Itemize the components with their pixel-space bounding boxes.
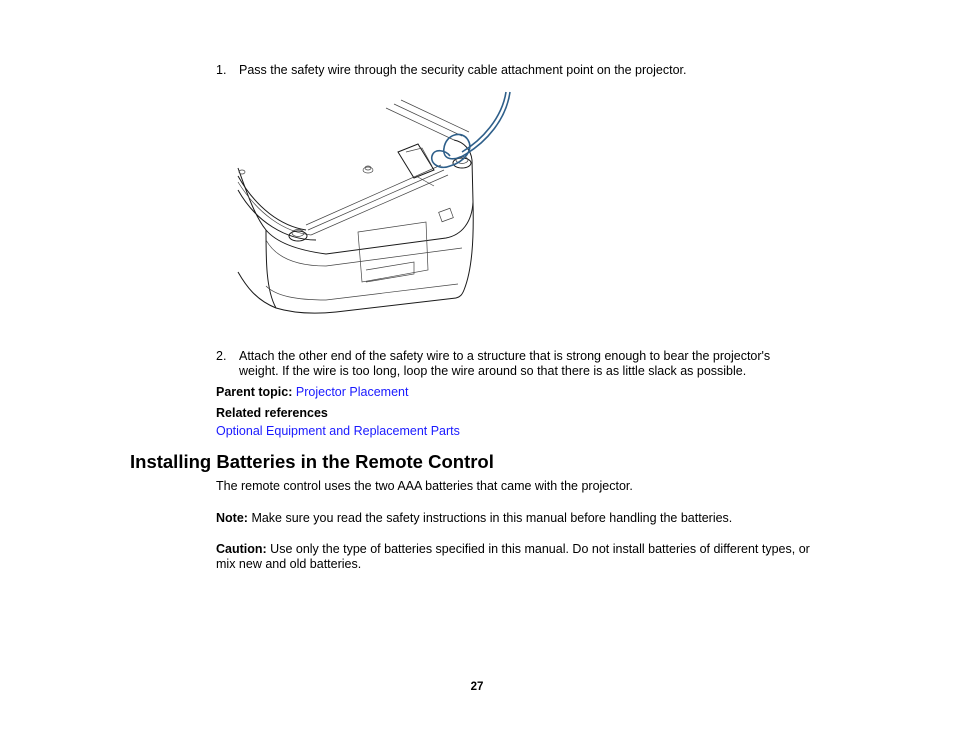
optional-equipment-link[interactable]: Optional Equipment and Replacement Parts (216, 424, 460, 438)
projector-safety-wire-illustration (236, 90, 516, 318)
step-2-text: Attach the other end of the safety wire to a structure that is strong enough to bear the projector's weight. If the wire is too long, loop the wire around so that there is as little slack as possible. (239, 349, 771, 378)
page-number: 27 (470, 681, 484, 693)
section-title: Installing Batteries in the Remote Control (130, 451, 494, 472)
step-2-number: 2. (216, 349, 227, 363)
step-1-text: Pass the safety wire through the security cable attachment point on the projector. (239, 63, 687, 77)
section-intro: The remote control uses the two AAA batteries that came with the projector. (216, 479, 633, 493)
caution (216, 542, 828, 572)
note-text: Make sure you read the safety instructions in this manual before handling the batteries. (251, 511, 733, 525)
note (216, 511, 836, 526)
parent-topic-link[interactable]: Projector Placement (295, 385, 409, 399)
step-1-number: 1. (216, 63, 227, 77)
caution-label: Caution: (216, 542, 267, 556)
related-references-heading: Related references (216, 406, 328, 420)
caution-text: Use only the type of batteries specified in this manual. Do not install batteries of different types, or mix new and old batteries. (216, 542, 810, 571)
parent-topic-label: Parent topic: (216, 385, 293, 399)
note-label: Note: (216, 511, 248, 525)
parent-topic (216, 385, 408, 400)
